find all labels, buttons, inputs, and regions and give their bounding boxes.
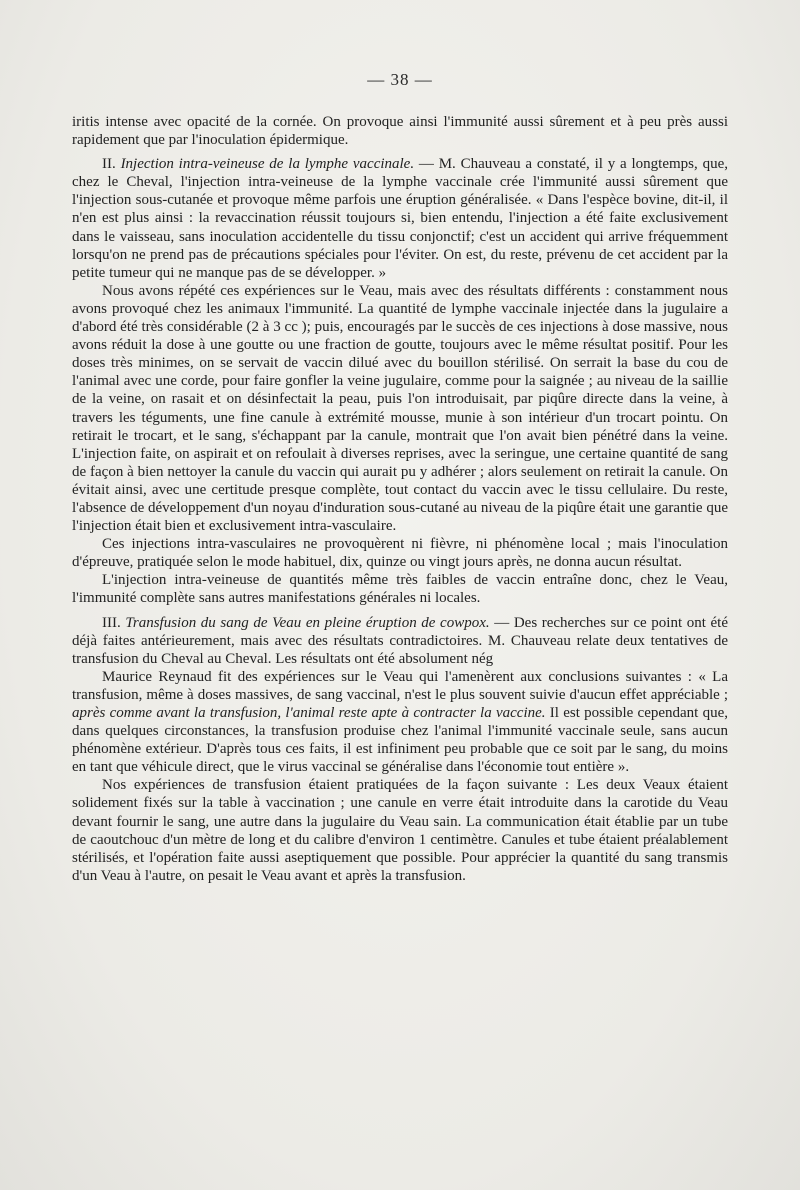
paragraph-5-text: L'injection intra-veineuse de quantités même très faibles de vaccin entraîne donc, chez le Veau, l'immunité complète sans autres manifestations générales ni locales. (72, 572, 728, 607)
section-number: II. (102, 156, 121, 173)
paragraph-6-text: — Des recherches sur ce point ont été déjà faites antérieurement, mais avec des résultats contradictoires. M. Chauveau relate deux tentatives de transfusion du Cheval au Cheval. Les résultats ont été absolument nég (72, 614, 728, 667)
section-number: III. (102, 614, 126, 631)
paragraph-2 (72, 155, 728, 282)
paragraph-8-text: Nos expériences de transfusion étaient pratiquées de la façon suivante : Les deux Veaux étaient solidement fixés sur la table à vaccination ; une canule en verre était introduite dans la carotide du Veau devant fournir le sang, une autre dans la jugulaire du Veau sain. La communication était établie par un tube de caoutchouc d'un mètre de long et du calibre d'environ 1 centimètre. Canules et tube étaient préalablement stérilisés, et l'opération faite aussi aseptiquement que possible. Pour apprécier la quantité du sang transmis d'un Veau à l'autre, on pesait le Veau avant et après la transfusion. (72, 777, 728, 884)
paragraph-7-italic: après comme avant la transfusion, l'animal reste apte à contracter la vaccine. (72, 705, 546, 721)
section-heading: Injection intra-veineuse de la lymphe vaccinale. (120, 156, 415, 173)
paragraph-7-tail: Il est possible cependant que, dans quelques circonstances, la transfusion produise chez l'animal l'immunité vaccinale seule, sans aucun phénomène extérieur. D'après tous ces faits, il est infiniment peu probable que ce soit par le sang, du moins en tant que véhicule direct, que le virus vaccinal se généralise dans l'économie tout entière ». (72, 705, 728, 776)
paragraph-8 (72, 776, 728, 885)
section-heading: Transfusion du sang de Veau en pleine éruption de cowpox. (125, 614, 490, 631)
page-number: — 38 — (367, 70, 433, 89)
paragraph-3-text: Nous avons répété ces expériences sur le Veau, mais avec des résultats différents : constamment nous avons provoqué chez les animaux l'immunité. La quantité de lymphe vaccinale injectée dans la jugulaire a d'abord été très considérable (2 à 3 cc ); puis, encouragés par le succès de ces injections à dose massive, nous avons réduit la dose à une goutte ou une fraction de goutte, toujours avec le même résultat positif. Pour les doses très minimes, on se servait de vaccin dilué avec du bouillon stérilisé. On serrait la base du cou de l'animal avec une corde, pour faire gonfler la veine jugulaire, comme pour la saignée ; au niveau de la saillie de la veine, on rasait et on désinfectait la peau, puis l'on introduisait, par piqûre directe dans la veine, à travers les téguments, une fine canule à extrémité mousse, munie à son intérieur d'un trocart pointu. On retirait le trocart, et le sang, s'échappant par la canule, montrait que l'on avait bien pénétré dans la veine. L'injection faite, on aspirait et on refoulait à diverses reprises, avec la seringue, une certaine quantité de sang de façon à bien nettoyer la canule du vaccin qui aurait pu y adhérer ; alors seulement on retirait la canule. On évitait ainsi, avec une certitude presque complète, tout contact du vaccin avec le tissu cellulaire. Du reste, l'absence de développement d'un noyau d'induration sous-cutané au niveau de la piqûre était une garantie que l'injection était bien et exclusivement intra-vasculaire. (72, 282, 728, 535)
paragraph-5 (72, 571, 728, 607)
paragraph-3 (72, 282, 728, 535)
paragraph-7-text: Maurice Reynaud fit des expériences sur le Veau qui l'amenèrent aux conclusions suivantes : « La transfusion, même à doses massives, de sang vaccinal, n'est le plus souvent suivie d'aucun effet appréciable ; (72, 668, 728, 703)
paragraph-6 (72, 614, 728, 668)
paragraph-1 (72, 113, 728, 149)
paragraph-7 (72, 668, 728, 777)
paragraph-1-text: iritis intense avec opacité de la cornée. On provoque ainsi l'immunité aussi sûrement et à peu près aussi rapidement que par l'inoculation épidermique. (72, 114, 728, 149)
body-text (72, 113, 728, 885)
paragraph-4 (72, 535, 728, 571)
paragraph-4-text: Ces injections intra-vasculaires ne provoquèrent ni fièvre, ni phénomène local ; mais l'inoculation d'épreuve, pratiquée selon le mode habituel, dix, quinze ou vingt jours après, ne donna aucun résultat. (72, 536, 728, 571)
paragraph-2-text: — M. Chauveau a constaté, il y a longtemps, que, chez le Cheval, l'injection intra-veineuse de la lymphe vaccinale crée l'immunité aussi sûrement que l'injection sous-cutanée et provoque même parfois une éruption généralisée. « Dans l'espèce bovine, dit-il, il n'en est plus ainsi : la revaccination réussit toujours si, bien entendu, l'injection a été faite exclusivement dans le vaisseau, sans inoculation accidentelle du tissu conjonctif; c'est un accident qui arrive fréquemment lorsqu'on ne prend pas de précautions spéciales pour l'éviter. On est, du reste, prévenu de cet accident par la petite tumeur qui ne manque pas de se développer. » (72, 156, 728, 281)
